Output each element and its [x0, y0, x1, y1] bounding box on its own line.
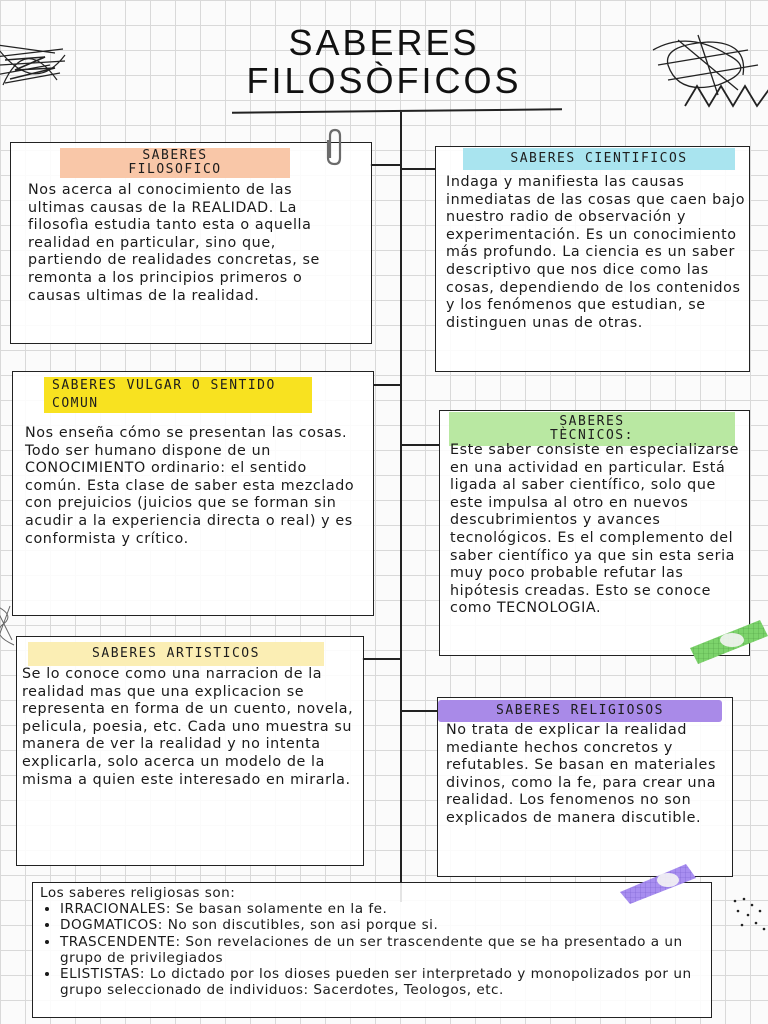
- religiosos-list: [40, 885, 704, 998]
- list-item: • ELISTISTAS: Lo dictado por los dioses pueden ser interpretado y monopolizados por un grupo seleccionado de individuos: Sacerdotes, Teologos, etc.: [60, 966, 704, 998]
- text-religiosos: No trata de explicar la realidad mediante hechos concretos y refutables. Se basan en materiales divinos, como la fe, para crear una realidad. Los fenomenos no son explicados de manera discutible.: [446, 722, 717, 826]
- central-spine: [400, 112, 402, 902]
- religiosos-list-items: [40, 901, 704, 998]
- tape-strip-icon: [620, 862, 698, 906]
- text-tecnicos: Este saber consiste en especializarse en una actividad en particular. Está ligada al saber científico, solo que este impulsa al otro en nuevos descubrimientos y avances tecnológicos. Es el complemento del saber científico ya que sin esta seria muy poco probable refutar las hipótesis creadas. Esto se conoce como TECNOLOGIA.: [450, 442, 740, 617]
- title-underline: [232, 108, 562, 113]
- connector-artisticos: [362, 658, 400, 660]
- page-title-line2: FILOSÒFICOS: [246, 60, 522, 101]
- page-title-line1: SABERES: [288, 22, 480, 63]
- connector-vulgar: [374, 384, 400, 386]
- label-cientificos: SABERES CIENTIFICOS: [463, 148, 735, 170]
- connector-tecnicos: [401, 444, 439, 446]
- text-artisticos: Se lo conoce como una narracion de la realidad mas que una explicacion se representa en forma de un cuento, novela, pelicula, poesia, etc. Cada uno muestra su manera de ver la realidad y no intenta explicarla, solo acerca un modelo de la misma a quien este interesado en mirarla.: [22, 666, 354, 788]
- label-vulgar: SABERES VULGAR O SENTIDO COMUN: [44, 377, 312, 413]
- scribble-icon: [0, 35, 70, 95]
- text-vulgar: Nos enseña cómo se presentan las cosas. Todo ser humano dispone de un CONOCIMIENTO ordinario: el sentido común. Esta clase de saber esta mezclado con prejuicios (juicios que se forman sin acudir a la experiencia directa o real) y es conformista y crítico.: [25, 425, 355, 547]
- label-artisticos: SABERES ARTISTICOS: [28, 642, 324, 666]
- list-item: • IRRACIONALES: Se basan solamente en la fe.: [60, 901, 704, 917]
- connector-religiosos: [401, 710, 437, 712]
- connector-filosofico: [370, 164, 400, 166]
- connector-cientificos: [401, 168, 435, 170]
- paperclip-icon: [324, 128, 346, 166]
- religiosos-list-intro: Los saberes religiosas son:: [40, 885, 236, 901]
- tape-strip-icon: [688, 618, 768, 666]
- label-religiosos: SABERES RELIGIOSOS: [438, 700, 722, 722]
- text-cientificos: Indaga y manifiesta las causas inmediatas de las cosas que caen bajo nuestro radio de observación y experimentación. Es un conocimiento más profundo. La ciencia es un saber descriptivo que nos dice como las cosas, dependiendo de los contenidos y los fenómenos que estudian, se distinguen unas de otras.: [446, 174, 746, 331]
- dots-icon: [730, 895, 768, 935]
- list-item: • TRASCENDENTE: Son revelaciones de un ser trascendente que se ha presentado a un grupo de privilegiados: [60, 934, 704, 966]
- zigzag-icon: [685, 80, 768, 112]
- label-tecnicos: SABERES TÈCNICOS:: [449, 412, 735, 446]
- label-filosofico: SABERES FILOSOFICO: [60, 148, 290, 178]
- text-filosofico: Nos acerca al conocimiento de las ultimas causas de la REALIDAD. La filosofìa estudia tanto esta o aquella realidad en particular, sino que, partiendo de realidades concretas, se remonta a los principios primeros o causas ultimas de la realidad.: [28, 182, 320, 304]
- list-item: • DOGMATICOS: No son discutibles, son asi porque si.: [60, 917, 704, 933]
